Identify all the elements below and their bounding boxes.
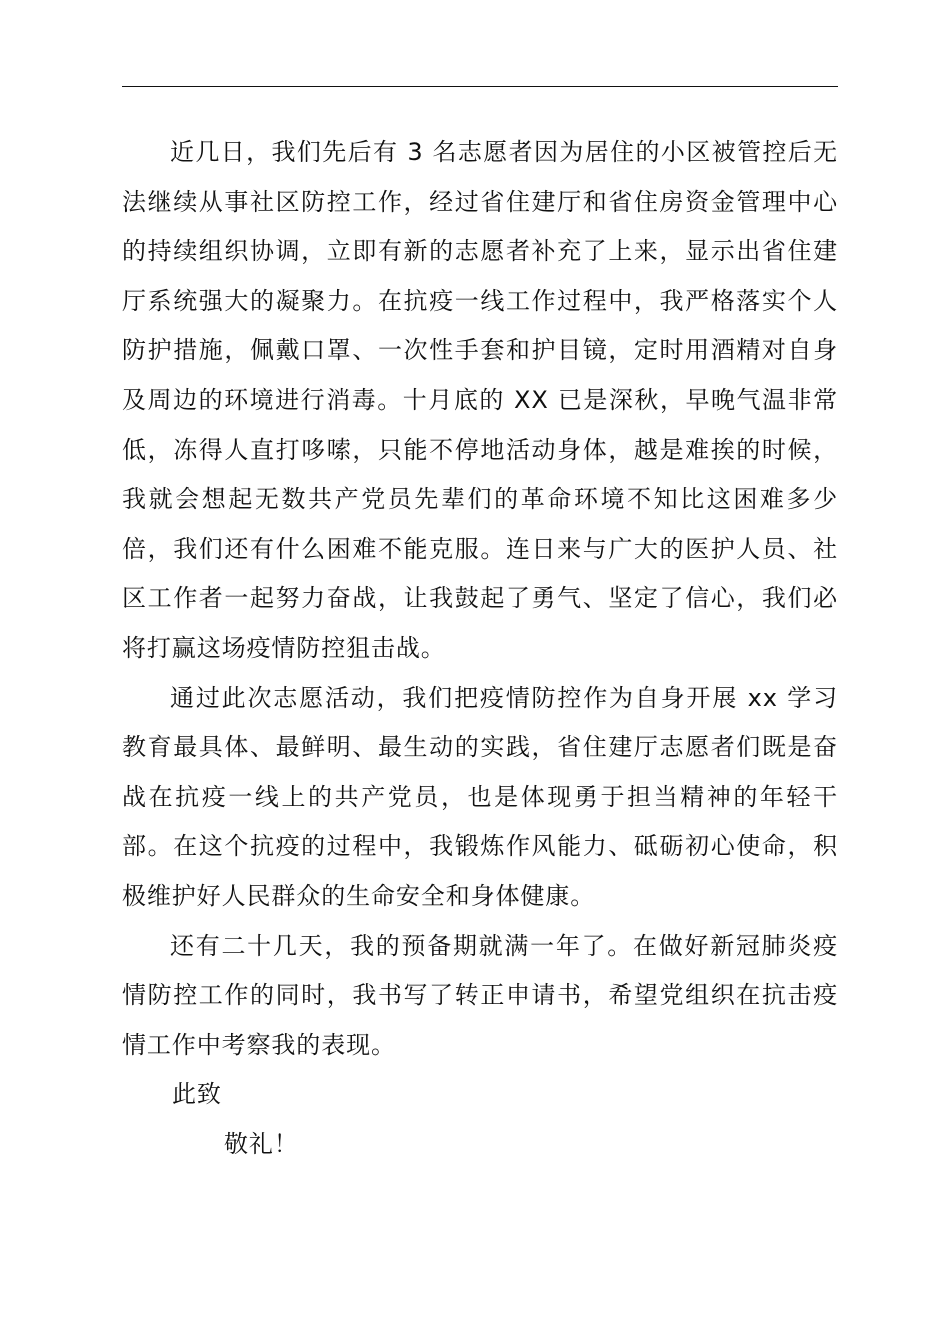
paragraph-probation: 还有二十几天，我的预备期就满一年了。在做好新冠肺炎疫情防控工作的同时，我书写了转正申请书，希望党组织在抗击疫情工作中考察我的表现。 — [122, 931, 838, 1059]
paragraph-volunteer-work: 近几日，我们先后有 3 名志愿者因为居住的小区被管控后无法继续从事社区防控工作，经过省住建厅和省住房资金管理中心的持续组织协调，立即有新的志愿者补充了上来，显示出省住建厅系统强大的凝聚力。在抗疫一线工作过程中，我严格落实个人防护措施，佩戴口罩、一次性手套和护目镜，定时用酒精对自身及周边的环境进行消毒。十月底的 XX 已是深秋，早晚气温非常低，冻得人直打哆嗦，只能不停地活动身体，越是难挨的时候，我就会想起无数共产党员先辈们的革命环境不知比这困难多少倍，我们还有什么困难不能克服。连日来与广大的医护人员、社区工作者一起努力奋战，让我鼓起了勇气、坚定了信心，我们必将打赢这场疫情防控狙击战。 — [122, 138, 838, 662]
paragraph-volunteer-activity: 通过此次志愿活动，我们把疫情防控作为自身开展 xx 学习教育最具体、最鲜明、最生动的实践，省住建厅志愿者们既是奋战在抗疫一线上的共产党员，也是体现勇于担当精神的年轻干部。在这个抗疫的过程中，我锻炼作风能力、砥砺初心使命，积极维护好人民群众的生命安全和身体健康。 — [122, 683, 838, 910]
header-rule — [122, 86, 838, 87]
salutation: 敬礼！ — [224, 1129, 299, 1158]
closing-phrase: 此致 — [172, 1080, 222, 1109]
document-body — [122, 128, 838, 1169]
